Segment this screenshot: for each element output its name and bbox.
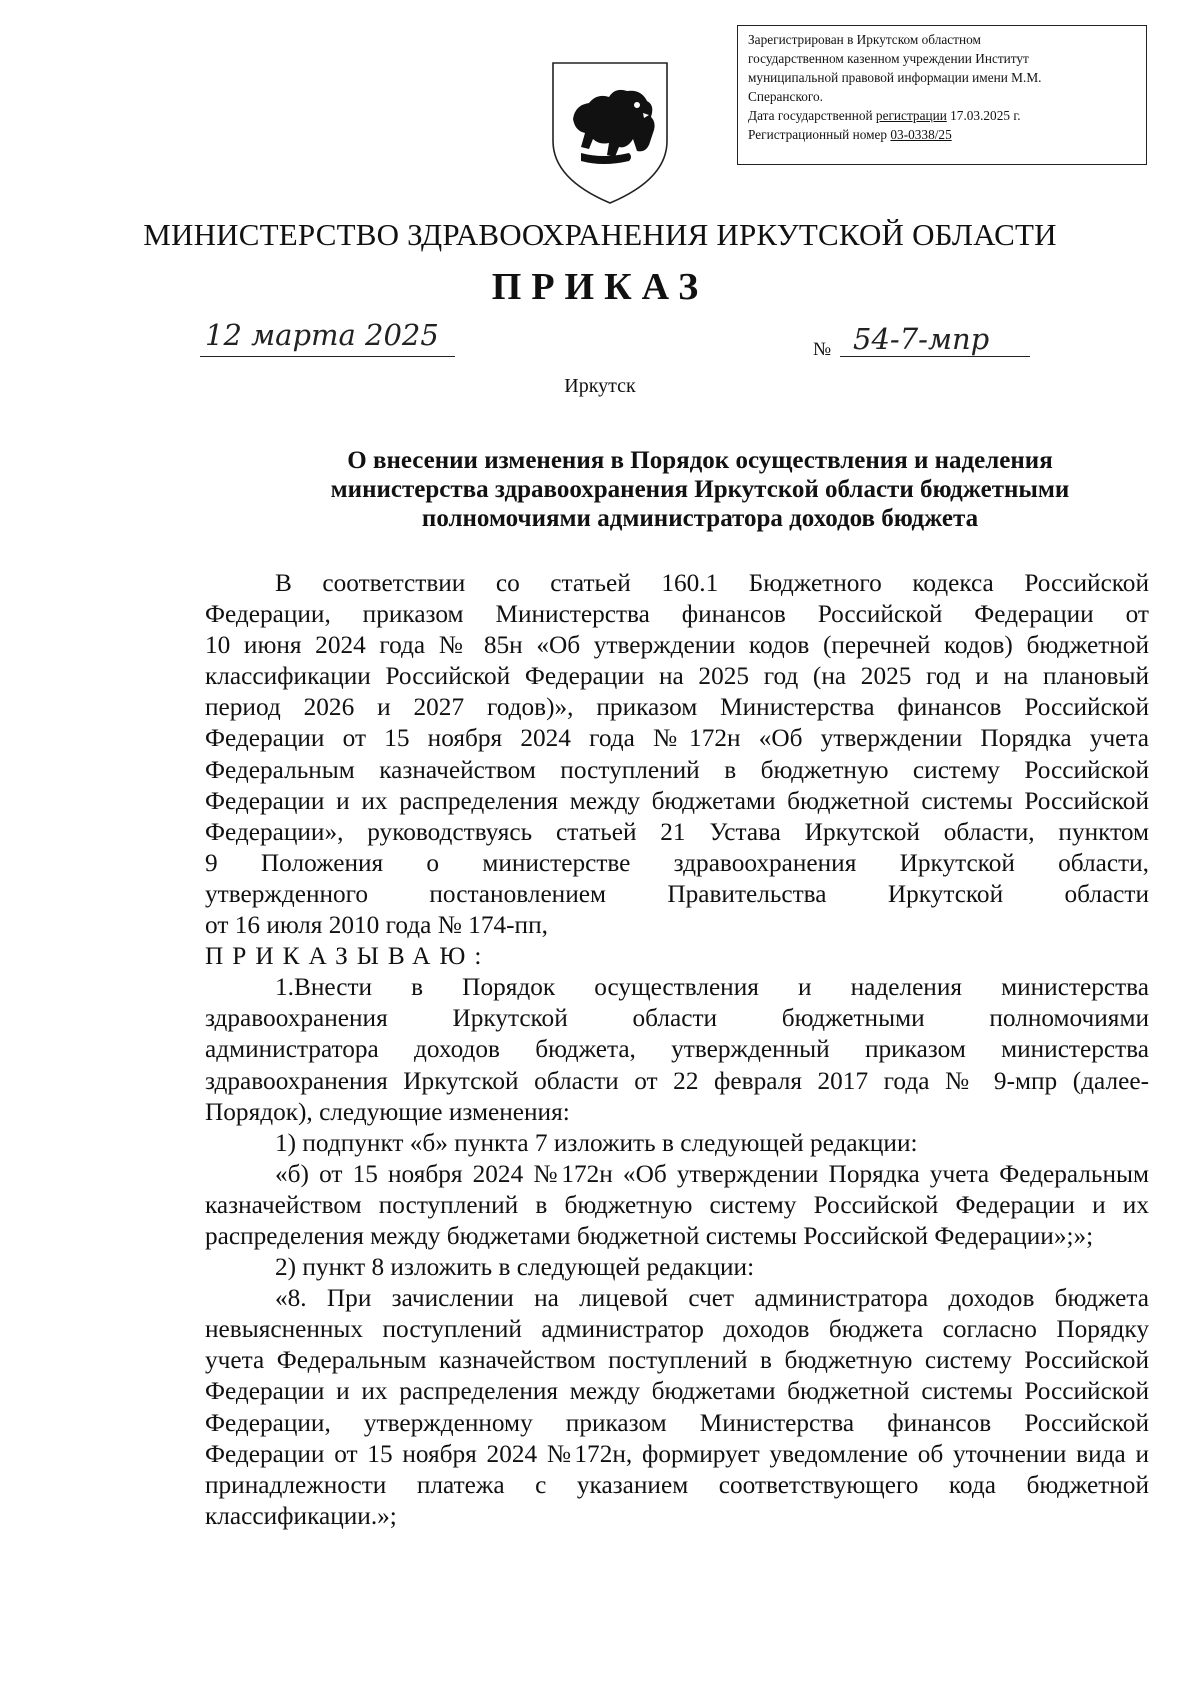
subitem-2-text-line: классификации.»; [205,1501,397,1530]
city-name: Иркутск [564,375,636,397]
subitem-2: 2) пункт 8 изложить в следующей редакции: [275,1253,755,1282]
item1-line: здравоохранения Иркутской области от 22 февраля 2017 года № 9-мпр (далее- [205,1066,1149,1095]
title-line: О внесении изменения в Порядок осуществления и наделения [347,447,1053,474]
item1-line: 1.Внести в Порядок осуществления и наделения министерства [275,973,1149,1002]
registration-line: муниципальной правовой информации имени М.М. [748,70,1042,85]
item1-line: администратора доходов бюджета, утвержденный приказом министерства [205,1035,1149,1064]
preamble-line: утвержденного постановлением Правительства Иркутской области [205,879,1149,908]
preamble-line: Федерации», руководствуясь статьей 21 Устава Иркутской области, пунктом [205,817,1149,846]
subitem-2-text-line: Федерации, утвержденному приказом Министерства финансов Российской [205,1408,1149,1437]
registration-number: Регистрационный номер 03-0338/25 [748,127,952,142]
preamble-line: 10 июня 2024 года № 85н «Об утверждении кодов (перечней кодов) бюджетной [205,631,1149,660]
document-type: ПРИКАЗ [491,266,709,308]
registration-line: Сперанского. [748,89,823,104]
preamble-line: Федерации и их распределения между бюджетами бюджетной системы Российской [205,786,1149,815]
preamble-line: В соответствии со статьей 160.1 Бюджетного кодекса Российской [275,569,1149,597]
subitem-2-text-line: невыясненных поступлений администратор доходов бюджета согласно Порядку [205,1315,1149,1344]
preamble-line: от 16 июля 2010 года № 174-пп, [205,911,548,940]
subitem-2-text-line: принадлежности платежа с указанием соответствующего кода бюджетной [205,1470,1149,1499]
subitem-1: 1) подпункт «б» пункта 7 изложить в следующей редакции: [275,1128,918,1157]
title-line: министерства здравоохранения Иркутской области бюджетными [330,476,1070,503]
subitem-1-text-line: распределения между бюджетами бюджетной системы Российской Федерации»;»; [205,1221,1094,1250]
subitem-2-text-line: учета Федеральным казначейством поступлений в бюджетную систему Российской [205,1346,1149,1375]
date-underline [200,356,455,357]
ministry-name: МИНИСТЕРСТВО ЗДРАВООХРАНЕНИЯ ИРКУТСКОЙ ОБЛАСТИ [143,217,1057,252]
preamble-line: Федеральным казначейством поступлений в бюджетную систему Российской [205,755,1149,784]
registration-line: государственном казенном учреждении Институт [748,51,1029,66]
registration-line: Зарегистрирован в Иркутском областном [748,32,981,47]
order-number-handwritten: 54-7-мпр [853,322,990,356]
subitem-1-text-line: казначейством поступлений в бюджетную систему Российской Федерации и их [205,1190,1149,1219]
preamble-line: классификации Российской Федерации на 2025 год (на 2025 год и на плановый [205,662,1149,691]
registration-stamp [737,25,1147,165]
subitem-1-text-line: «б) от 15 ноября 2024 №172н «Об утверждении Порядка учета Федеральным [275,1159,1149,1188]
preamble-line: 9 Положения о министерстве здравоохранения Иркутской области, [205,848,1149,877]
preamble-line: период 2026 и 2027 годов)», приказом Министерства финансов Российской [205,693,1149,722]
preamble-line: Федерации от 15 ноября 2024 года №172н «Об утверждении Порядка учета [205,724,1149,753]
subitem-2-text-line: «8. При зачислении на лицевой счет администратора доходов бюджета [275,1284,1149,1313]
item1-line: здравоохранения Иркутской области бюджетными полномочиями [205,1004,1149,1033]
number-sign: № [813,339,832,360]
item1-line: Порядок), следующие изменения: [205,1097,570,1126]
registration-date: Дата государственной регистрации 17.03.2025 г. [748,108,1021,123]
subitem-2-text-line: Федерации от 15 ноября 2024 №172н, формирует уведомление об уточнении вида и [205,1439,1149,1468]
order-word: ПРИКАЗЫВАЮ: [205,942,491,971]
preamble-line: Федерации, приказом Министерства финансов Российской Федерации от [205,600,1149,629]
order-title [270,446,1130,533]
title-line: полномочиями администратора доходов бюджета [421,505,979,532]
order-body [205,568,1149,1532]
number-underline [840,356,1030,357]
subitem-2-text-line: Федерации и их распределения между бюджетами бюджетной системы Российской [205,1377,1149,1406]
coat-of-arms-emblem [545,57,675,207]
order-date-handwritten: 12 марта 2025 [205,318,439,352]
